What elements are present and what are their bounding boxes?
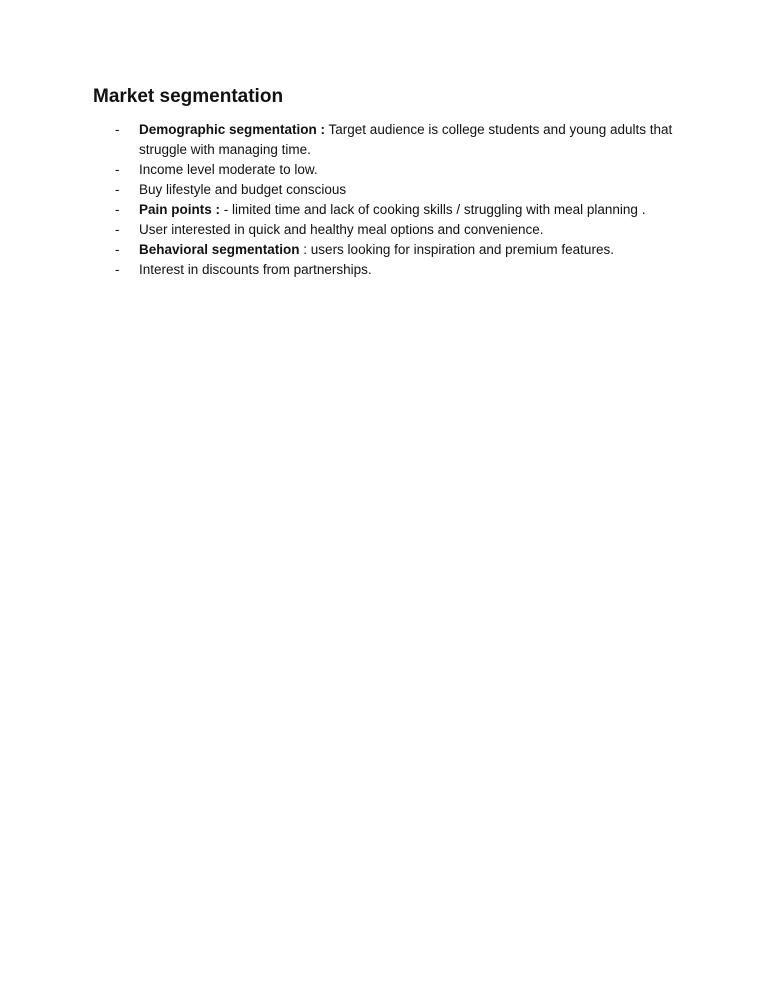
bullet-text: Interest in discounts from partnerships. (139, 262, 372, 277)
section-heading: Market segmentation (93, 86, 284, 107)
list-item (115, 200, 675, 220)
bullet-dash: - (115, 122, 120, 137)
bullet-bold-text: Demographic segmentation : (139, 122, 326, 137)
bullet-dash: - (115, 242, 120, 257)
list-item (115, 260, 675, 280)
bullet-text: Buy lifestyle and budget conscious (139, 182, 347, 197)
list-item (115, 240, 675, 260)
list-item (115, 160, 675, 180)
bullet-text: Income level moderate to low. (139, 162, 318, 177)
bullet-dash: - (115, 162, 120, 177)
list-item (115, 220, 675, 240)
list-item (115, 120, 675, 160)
bullet-text: - limited time and lack of cooking skills / struggling with meal planning . (220, 202, 646, 217)
bullet-bold-text: Pain points : (139, 202, 220, 217)
bullet-dash: - (115, 182, 120, 197)
bullet-dash: - (115, 222, 120, 237)
bullet-list (115, 120, 675, 280)
bullet-dash: - (115, 262, 120, 277)
bullet-bold-text: Behavioral segmentation (139, 242, 300, 257)
bullet-dash: - (115, 202, 120, 217)
list-item (115, 180, 675, 200)
bullet-text: : users looking for inspiration and premium features. (299, 242, 614, 257)
bullet-text: Target audience is college students and young adults that struggle with managing time. (139, 122, 673, 157)
bullet-text: User interested in quick and healthy meal options and convenience. (139, 222, 544, 237)
